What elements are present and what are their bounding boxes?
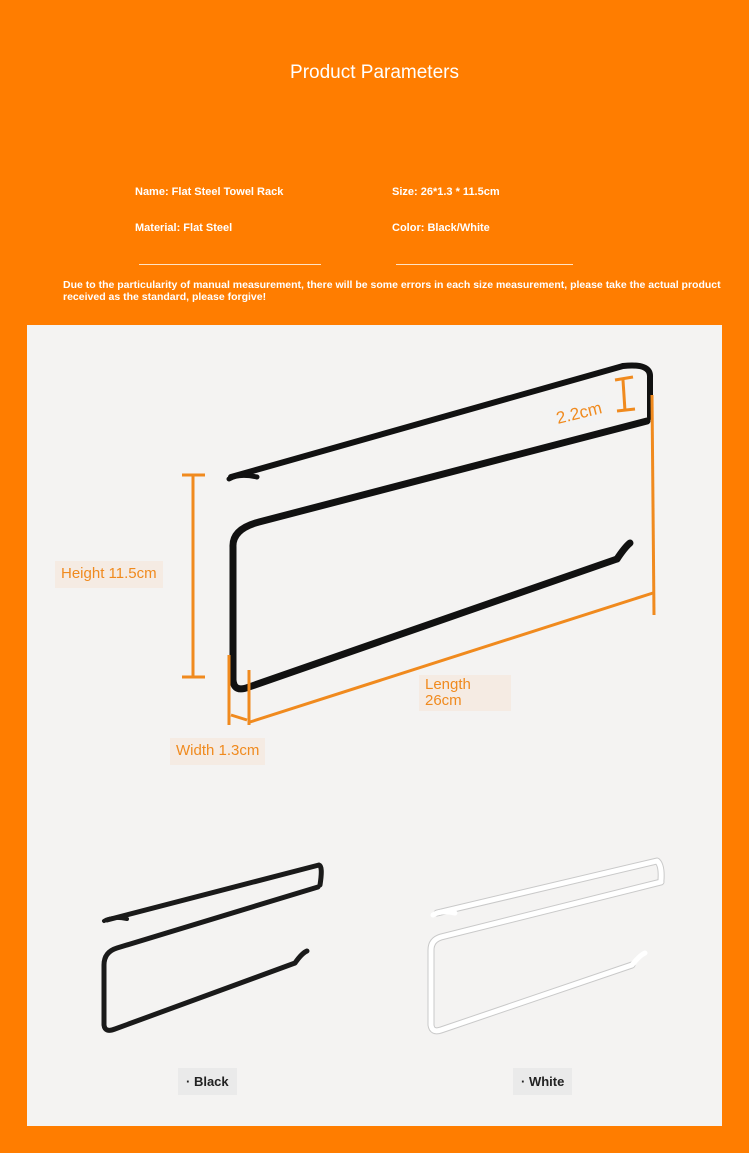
length-label-value: 26cm — [425, 692, 462, 709]
white-rack-image — [431, 861, 661, 1031]
param-divider-left — [139, 264, 321, 265]
product-panel — [27, 325, 722, 1126]
param-material: Material: Flat Steel — [135, 222, 233, 234]
page-title: Product Parameters — [290, 62, 459, 83]
param-size: Size: 26*1.3 * 11.5cm — [392, 186, 500, 198]
param-color: Color: Black/White — [392, 222, 490, 234]
variant-black-label: · Black — [178, 1068, 237, 1095]
measurement-disclaimer: Due to the particularity of manual measurement, there will be some errors in each size measurement, please take the actual product received as the standard, please forgive! — [63, 279, 721, 303]
variant-white-label: · White — [513, 1068, 572, 1095]
length-label-title: Length — [425, 676, 471, 693]
param-name: Name: Flat Steel Towel Rack — [135, 186, 284, 198]
height-label: Height 11.5cm — [55, 561, 163, 588]
width-label: Width 1.3cm — [170, 738, 265, 765]
dimension-lines — [182, 377, 654, 725]
black-rack-image — [104, 865, 321, 1030]
depth-label: 2.2cm — [548, 395, 610, 432]
length-label — [419, 675, 511, 711]
param-divider-right — [396, 264, 573, 265]
product-illustration — [27, 325, 722, 1126]
